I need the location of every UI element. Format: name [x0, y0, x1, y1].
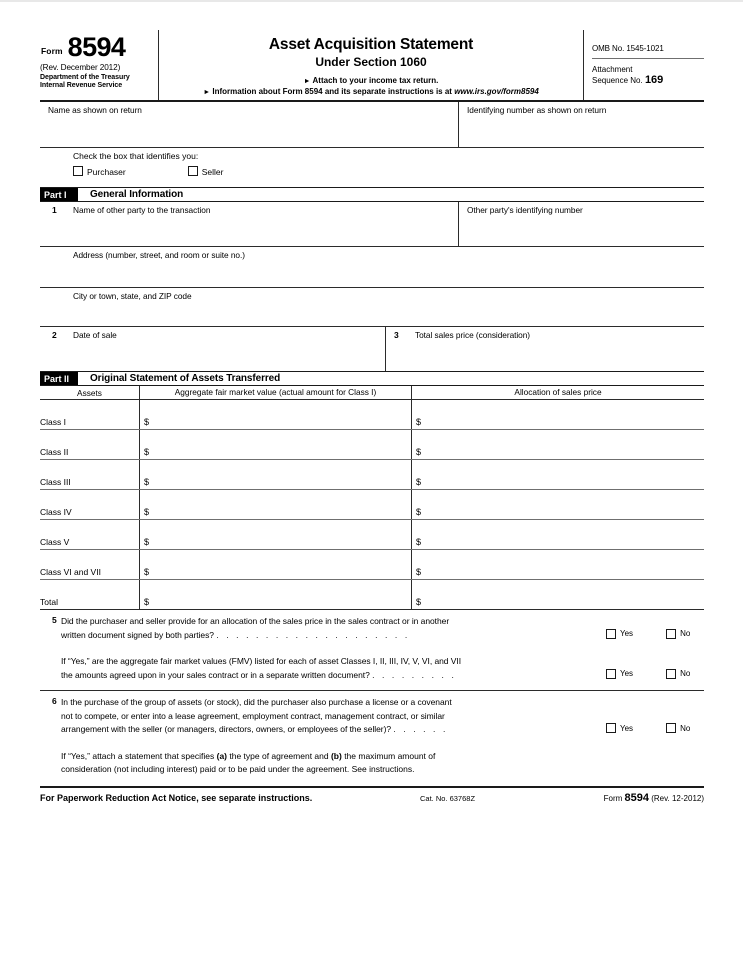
currency-symbol: $ — [144, 417, 150, 427]
form-number-line — [40, 30, 152, 60]
alloc-input-cell[interactable] — [411, 550, 704, 579]
question-5-no-option[interactable] — [666, 629, 690, 639]
question-5-line-1 — [40, 615, 704, 629]
question-6-line-1 — [40, 696, 704, 710]
question-6-line-2 — [40, 710, 704, 724]
question-6-no-option[interactable] — [666, 723, 690, 733]
question-5-yes-checkbox-icon[interactable] — [606, 629, 616, 639]
total-sales-price-cell[interactable] — [385, 327, 704, 371]
question-5-line-2 — [40, 629, 704, 643]
alloc-input-cell[interactable] — [411, 490, 704, 519]
sequence-label: Sequence No. — [592, 76, 643, 85]
question-6b-bold-a: (a) — [216, 750, 227, 761]
other-party-name-label: Name of other party to the transaction — [73, 205, 211, 215]
footer-form-id — [570, 792, 704, 804]
line-1-number: 1 — [52, 205, 57, 215]
question-6-yes-option[interactable] — [606, 723, 633, 733]
alloc-input-cell[interactable] — [411, 400, 704, 429]
sequence-line — [592, 75, 704, 86]
other-party-id-cell[interactable] — [458, 202, 704, 246]
identifying-number-cell[interactable] — [458, 102, 704, 147]
purchaser-checkbox-icon[interactable] — [73, 166, 83, 176]
question-5-number: 5 — [52, 615, 57, 625]
omb-block — [584, 30, 704, 100]
fmv-input-cell[interactable] — [139, 400, 411, 429]
footer-form-number: 8594 — [624, 791, 649, 804]
question-6b-text-c: the maximum amount of — [341, 750, 436, 761]
question-5b-yes-checkbox-icon[interactable] — [606, 669, 616, 679]
question-6-leader: . . . . . . — [393, 724, 448, 734]
alloc-input-cell[interactable] — [411, 520, 704, 549]
attachment-label: Attachment — [592, 65, 633, 74]
question-5b-no-label: No — [680, 669, 691, 678]
asset-class-label: Total — [40, 597, 58, 607]
table-row — [40, 459, 704, 489]
identifying-number-label: Identifying number as shown on return — [467, 105, 607, 115]
address-label: Address (number, street, and room or suite no.) — [73, 250, 245, 260]
currency-symbol: $ — [144, 447, 150, 457]
part-2-title: Original Statement of Assets Transferred — [90, 373, 281, 384]
omb-number: OMB No. 1545-1021 — [592, 44, 664, 53]
total-sales-price-value[interactable] — [386, 340, 704, 344]
question-5-yes-option[interactable] — [606, 629, 633, 639]
identity-checkbox-row — [40, 166, 704, 177]
question-6-answer-group — [594, 723, 704, 733]
form-title-block — [159, 30, 583, 100]
identifying-number-value[interactable] — [459, 115, 704, 119]
currency-symbol: $ — [144, 597, 150, 607]
part-1-tag: Part I — [40, 188, 78, 201]
asset-class-label: Class V — [40, 537, 70, 547]
alloc-input-cell[interactable] — [411, 430, 704, 459]
question-5-leader: . . . . . . . . . . . . . . . . . . . . — [216, 629, 410, 640]
asset-class-label: Class VI and VII — [40, 567, 101, 577]
attachment-sequence-block — [592, 58, 704, 86]
form-word-label: Form — [41, 46, 63, 56]
irs-form-url[interactable]: www.irs.gov/form8594 — [454, 87, 539, 96]
footer-form-revision: (Rev. 12-2012) — [651, 793, 704, 803]
seller-option[interactable] — [188, 166, 224, 177]
assets-column-header — [40, 388, 139, 398]
form-identity-block — [40, 30, 158, 100]
currency-symbol: $ — [416, 507, 422, 517]
question-5b-no-checkbox-icon[interactable] — [666, 669, 676, 679]
triangle-bullet-icon-2: ► — [203, 89, 211, 96]
question-6-text-3: arrangement with the seller (or managers, directors, owners, or employees of the seller)? — [61, 724, 392, 734]
question-5b-text-2: the amounts agreed upon in your sales contract or in a separate written document? — [61, 669, 370, 680]
part-1-header-bar — [40, 187, 704, 202]
info-instruction — [159, 87, 583, 96]
question-5b-yes-option[interactable] — [606, 669, 633, 679]
name-field-value[interactable] — [40, 115, 458, 119]
form-8594 — [40, 30, 704, 804]
question-5b-text-line-1: If “Yes,” are the aggregate fair market values (FMV) listed for each of asset Classes I, II, III, IV, V, VI, and VII — [61, 656, 462, 666]
name-field-cell[interactable] — [40, 102, 458, 147]
other-party-name-value[interactable] — [40, 215, 458, 219]
line-2-3-row — [40, 327, 704, 371]
other-party-name-cell[interactable] — [40, 202, 458, 246]
line-1-row — [40, 202, 704, 246]
part-2-tag: Part II — [40, 372, 78, 385]
date-of-sale-cell[interactable] — [40, 327, 385, 371]
department-line-2: Internal Revenue Service — [40, 82, 123, 90]
alloc-input-cell[interactable] — [411, 580, 704, 609]
fmv-input-cell[interactable] — [139, 460, 411, 489]
page-top-edge — [0, 0, 743, 2]
address-cell[interactable] — [40, 247, 704, 287]
question-5b-leader: . . . . . . . . . — [372, 669, 457, 680]
question-6-no-label: No — [680, 723, 691, 733]
question-6b-bold-b: (b) — [330, 750, 342, 761]
assets-column-label: Assets — [77, 387, 102, 398]
question-5-text-line-1: Did the purchaser and seller provide for an allocation of the sales price in the sales contract or in another — [61, 616, 450, 626]
fmv-input-cell[interactable] — [139, 490, 411, 519]
sequence-number: 169 — [644, 74, 664, 86]
purchaser-option[interactable] — [73, 166, 126, 177]
currency-symbol: $ — [416, 477, 422, 487]
question-6b-text-a: If “Yes,” attach a statement that specifies — [61, 750, 217, 761]
question-6-text-line-3 — [61, 723, 594, 737]
footer-form-word: Form — [603, 793, 623, 803]
currency-symbol: $ — [416, 447, 422, 457]
alloc-input-cell[interactable] — [411, 460, 704, 489]
question-5-no-label: No — [680, 629, 691, 638]
asset-class-label: Class II — [40, 447, 69, 457]
fmv-column-header: Aggregate fair market value (actual amount for Class I) — [139, 386, 411, 399]
total-sales-price-label: Total sales price (consideration) — [415, 330, 531, 340]
currency-symbol: $ — [416, 417, 422, 427]
question-6b-text-b: the type of agreement and — [227, 750, 331, 761]
assets-table-header — [40, 386, 704, 399]
currency-symbol: $ — [144, 537, 150, 547]
question-5b-line-1 — [40, 655, 704, 669]
fmv-input-cell[interactable] — [139, 430, 411, 459]
form-footer — [40, 788, 704, 804]
attach-instruction-text: Attach to your income tax return. — [312, 76, 439, 85]
question-6-number: 6 — [52, 696, 57, 706]
fmv-input-cell[interactable] — [139, 520, 411, 549]
other-party-id-label: Other party's identifying number — [467, 205, 583, 215]
seller-label: Seller — [201, 167, 224, 177]
table-row — [40, 519, 704, 549]
paperwork-notice: For Paperwork Reduction Act Notice, see separate instructions. — [40, 792, 313, 803]
identity-row — [40, 102, 704, 147]
line-3-number: 3 — [394, 330, 399, 340]
question-5b-no-option[interactable] — [666, 669, 690, 679]
question-5b-yes-label: Yes — [620, 669, 634, 678]
triangle-bullet-icon: ► — [303, 78, 311, 85]
date-of-sale-value[interactable] — [40, 340, 385, 344]
question-6b-line-2: consideration (not including interest) paid or to be paid under the agreement. See instructions. — [61, 764, 415, 774]
question-6-yes-checkbox-icon[interactable] — [606, 723, 616, 733]
catalog-number: Cat. No. 63768Z — [420, 793, 476, 803]
currency-symbol: $ — [416, 597, 422, 607]
city-label: City or town, state, and ZIP code — [73, 291, 192, 301]
currency-symbol: $ — [144, 567, 150, 577]
question-5-answer-group — [594, 629, 704, 639]
question-6-text-line-1: In the purchase of the group of assets (or stock), did the purchaser also purchase a license or a covenant — [61, 697, 452, 707]
address-value[interactable] — [40, 260, 704, 264]
seller-checkbox-icon[interactable] — [188, 166, 198, 176]
question-5-yes-label: Yes — [620, 629, 634, 638]
asset-class-label: Class III — [40, 477, 71, 487]
question-6-text-line-2: not to compete, or enter into a lease agreement, employment contract, management contract, or similar — [61, 710, 445, 721]
table-row — [40, 429, 704, 459]
question-5-no-checkbox-icon[interactable] — [666, 629, 676, 639]
fmv-input-cell[interactable] — [139, 550, 411, 579]
form-number: 8594 — [67, 32, 126, 62]
assets-table-body — [40, 399, 704, 609]
asset-class-label: Class IV — [40, 507, 72, 517]
alloc-column-header: Allocation of sales price — [411, 386, 704, 399]
department-line-1: Department of the Treasury — [40, 74, 130, 81]
part-1-title: General Information — [90, 189, 184, 200]
name-field-label: Name as shown on return — [48, 105, 142, 115]
attach-instruction — [159, 76, 583, 85]
city-value[interactable] — [40, 301, 704, 305]
currency-symbol: $ — [416, 567, 422, 577]
question-6-block — [40, 691, 704, 777]
table-row — [40, 399, 704, 429]
other-party-id-value[interactable] — [459, 215, 704, 219]
form-header — [40, 30, 704, 100]
fmv-input-cell[interactable] — [139, 580, 411, 609]
part-2-header-bar — [40, 371, 704, 386]
purchaser-label: Purchaser — [87, 167, 126, 177]
identify-yourself-block — [40, 148, 704, 187]
currency-symbol: $ — [144, 507, 150, 517]
currency-symbol: $ — [416, 537, 422, 547]
line-2-number: 2 — [52, 330, 57, 340]
table-row — [40, 489, 704, 519]
question-5-text-2: written document signed by both parties? — [61, 629, 214, 640]
question-6-line-3 — [40, 723, 704, 737]
info-instruction-text: Information about Form 8594 and its separate instructions is at — [212, 87, 455, 96]
table-row — [40, 549, 704, 579]
check-prompt: Check the box that identifies you: — [73, 151, 199, 161]
question-5b-answer-group — [594, 669, 704, 679]
question-6-yes-label: Yes — [620, 723, 634, 733]
question-5-block — [40, 610, 704, 682]
currency-symbol: $ — [144, 477, 150, 487]
form-revision: (Rev. December 2012) — [40, 63, 121, 72]
table-row — [40, 579, 704, 609]
question-5b-line-2 — [40, 669, 704, 683]
question-5-text-line-2 — [61, 629, 594, 643]
city-cell[interactable] — [40, 288, 704, 326]
question-5b-text-line-2 — [61, 669, 594, 683]
page-title: Asset Acquisition Statement — [268, 36, 474, 53]
question-6b-line-1 — [40, 750, 704, 764]
date-of-sale-label: Date of sale — [73, 330, 117, 340]
page-subtitle: Under Section 1060 — [315, 55, 427, 69]
question-6-no-checkbox-icon[interactable] — [666, 723, 676, 733]
asset-class-label: Class I — [40, 417, 66, 427]
